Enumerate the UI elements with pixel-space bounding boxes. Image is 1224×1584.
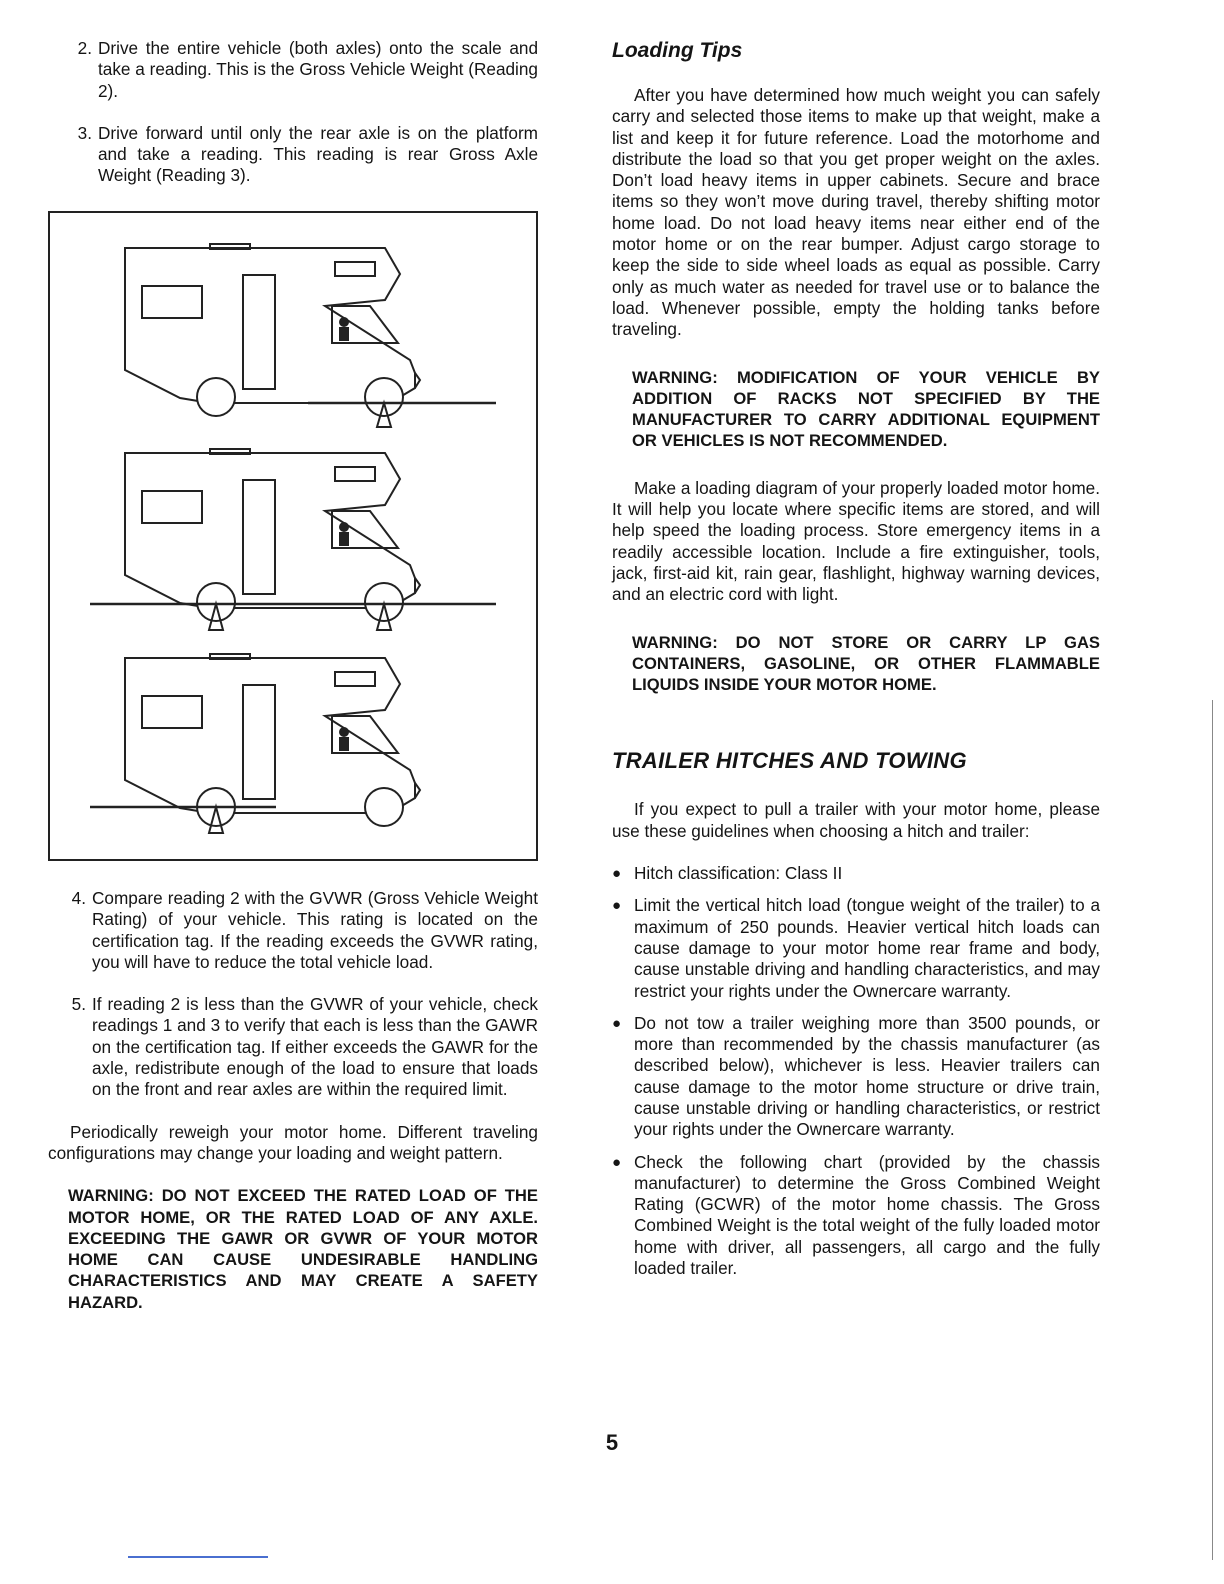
bullet-text: Check the following chart (provided by the chassis manufacturer) to determine the Gross Combined Weight Rating (GCWR) of the motor home chassis. The Gross Combined Weight is the total weight of the fully loaded motor home with driver, all passengers, all cargo and the fully loaded trailer. (634, 1151, 1100, 1279)
bullet-dot: ● (612, 1014, 622, 1032)
step-number: 5. (71, 994, 86, 1015)
bullet-text: Hitch classification: Class II (634, 863, 843, 884)
bullet-text: Do not tow a trailer weighing more than 3500 pounds, or more than recommended by the chassis manufacturer (as described below), whichever is less. Heavier trailers can cause damage to the motor home structure or drive train, cause unstable driving or handling characteristics, or restrict your rights under the Ownercare warranty. (634, 1012, 1100, 1140)
loading-diagram-paragraph: Make a loading diagram of your properly loaded motor home. It will help you locate where specific items are stored, and will help speed the loading process. Store emergency items in a readily accessible location. Include a fire extinguisher, tools, jack, first-aid kit, rain gear, flashlight, highway warning devices, and an electric cord with light. (612, 477, 1100, 605)
bullet-item (612, 863, 1100, 884)
step-text: If reading 2 is less than the GVWR of your vehicle, check readings 1 and 3 to verify that each is less than the GAWR on the certification tag. If either exceeds the GAWR for the axle, redistribute enough of the load to ensure that loads on the front and rear axles are within the required limit. (92, 994, 538, 1100)
rv-reading-3 (125, 244, 420, 416)
left-column-lower (48, 888, 538, 1313)
motorhome-weighing-diagram (50, 213, 536, 859)
step-text: Compare reading 2 with the GVWR (Gross Vehicle Weight Rating) of your vehicle. This rating is located on the certification tag. If the reading exceeds the GVWR rating, you will have to reduce the total vehicle load. (92, 888, 538, 972)
bullet-dot: ● (612, 897, 622, 915)
scan-artifact-line (128, 1556, 268, 1558)
bullet-dot: ● (612, 1153, 622, 1171)
step-2 (48, 38, 538, 102)
step-5 (48, 994, 538, 1100)
bullet-item (612, 1152, 1100, 1280)
step-4 (48, 888, 538, 973)
reweigh-paragraph: Periodically reweigh your motor home. Different traveling configurations may change your loading and weight pattern. (48, 1121, 538, 1163)
step-3 (48, 123, 538, 187)
trailer-intro: If you expect to pull a trailer with your motor home, please use these guidelines when choosing a hitch and trailer: (612, 799, 1100, 841)
bullet-item (612, 895, 1100, 1001)
trailer-heading: TRAILER HITCHES AND TOWING (612, 748, 967, 774)
step-number: 2. (77, 38, 92, 58)
warning-racks: WARNING: MODIFICATION OF YOUR VEHICLE BY ADDITION OF RACKS NOT SPECIFIED BY THE MANUFACTURER TO CARRY ADDITIONAL EQUIPMENT OR VEHICLES IS NOT RECOMMENDED. (632, 367, 1100, 451)
page-number: 5 (605, 1430, 619, 1455)
left-column (48, 38, 538, 187)
bullet-text: Limit the vertical hitch load (tongue weight of the trailer) to a maximum of 250 pounds. Heavier vertical hitch loads can cause damage to your motor home rear frame and body, cause unstable driving and handling characteristics, and may restrict your rights under the Ownercare warranty. (634, 895, 1100, 1001)
loading-tips-paragraph: After you have determined how much weight you can safely carry and selected those items to make up that weight, make a list and keep it for future reference. Load the motorhome and distribute the load so that you get proper weight on the axles. Don’t load heavy items in upper cabinets. Secure and brace items so they won’t move during travel, thereby shifting motor home load. Do not load heavy items near either end of the motor home or on the rear bumper. Adjust cargo storage to keep the side to side wheel loads as equal as possible. Carry only as much water as needed for travel use or to balance the load. Whenever possible, empty the holding tanks before traveling. (612, 85, 1100, 340)
bullet-item (612, 1013, 1100, 1141)
weighing-figure (48, 211, 538, 861)
loading-tips-heading: Loading Tips (612, 39, 743, 62)
rv-reading-1 (125, 654, 420, 826)
rv-reading-2 (125, 449, 420, 621)
step-text: Drive the entire vehicle (both axles) onto the scale and take a reading. This is the Gross Vehicle Weight (Reading 2). (98, 38, 538, 101)
right-column (612, 38, 1100, 1279)
bullet-dot: ● (612, 865, 622, 883)
step-text: Drive forward until only the rear axle is on the platform and take a reading. This reading is rear Gross Axle Weight (Reading 3). (98, 122, 538, 186)
step-number: 4. (71, 888, 86, 908)
warning-lp-gas: WARNING: DO NOT STORE OR CARRY LP GAS CONTAINERS, GASOLINE, OR OTHER FLAMMABLE LIQUIDS INSIDE YOUR MOTOR HOME. (632, 632, 1100, 695)
page-edge-line (1212, 700, 1213, 1560)
warning-rated-load: WARNING: DO NOT EXCEED THE RATED LOAD OF THE MOTOR HOME, OR THE RATED LOAD OF ANY AXLE. EXCEEDING THE GAWR OR GVWR OF YOUR MOTOR HOME CAN CAUSE UNDESIRABLE HANDLING CHARACTERISTICS AND MAY CREATE A SAFETY HAZARD. (68, 1186, 538, 1312)
step-number: 3. (77, 122, 92, 143)
